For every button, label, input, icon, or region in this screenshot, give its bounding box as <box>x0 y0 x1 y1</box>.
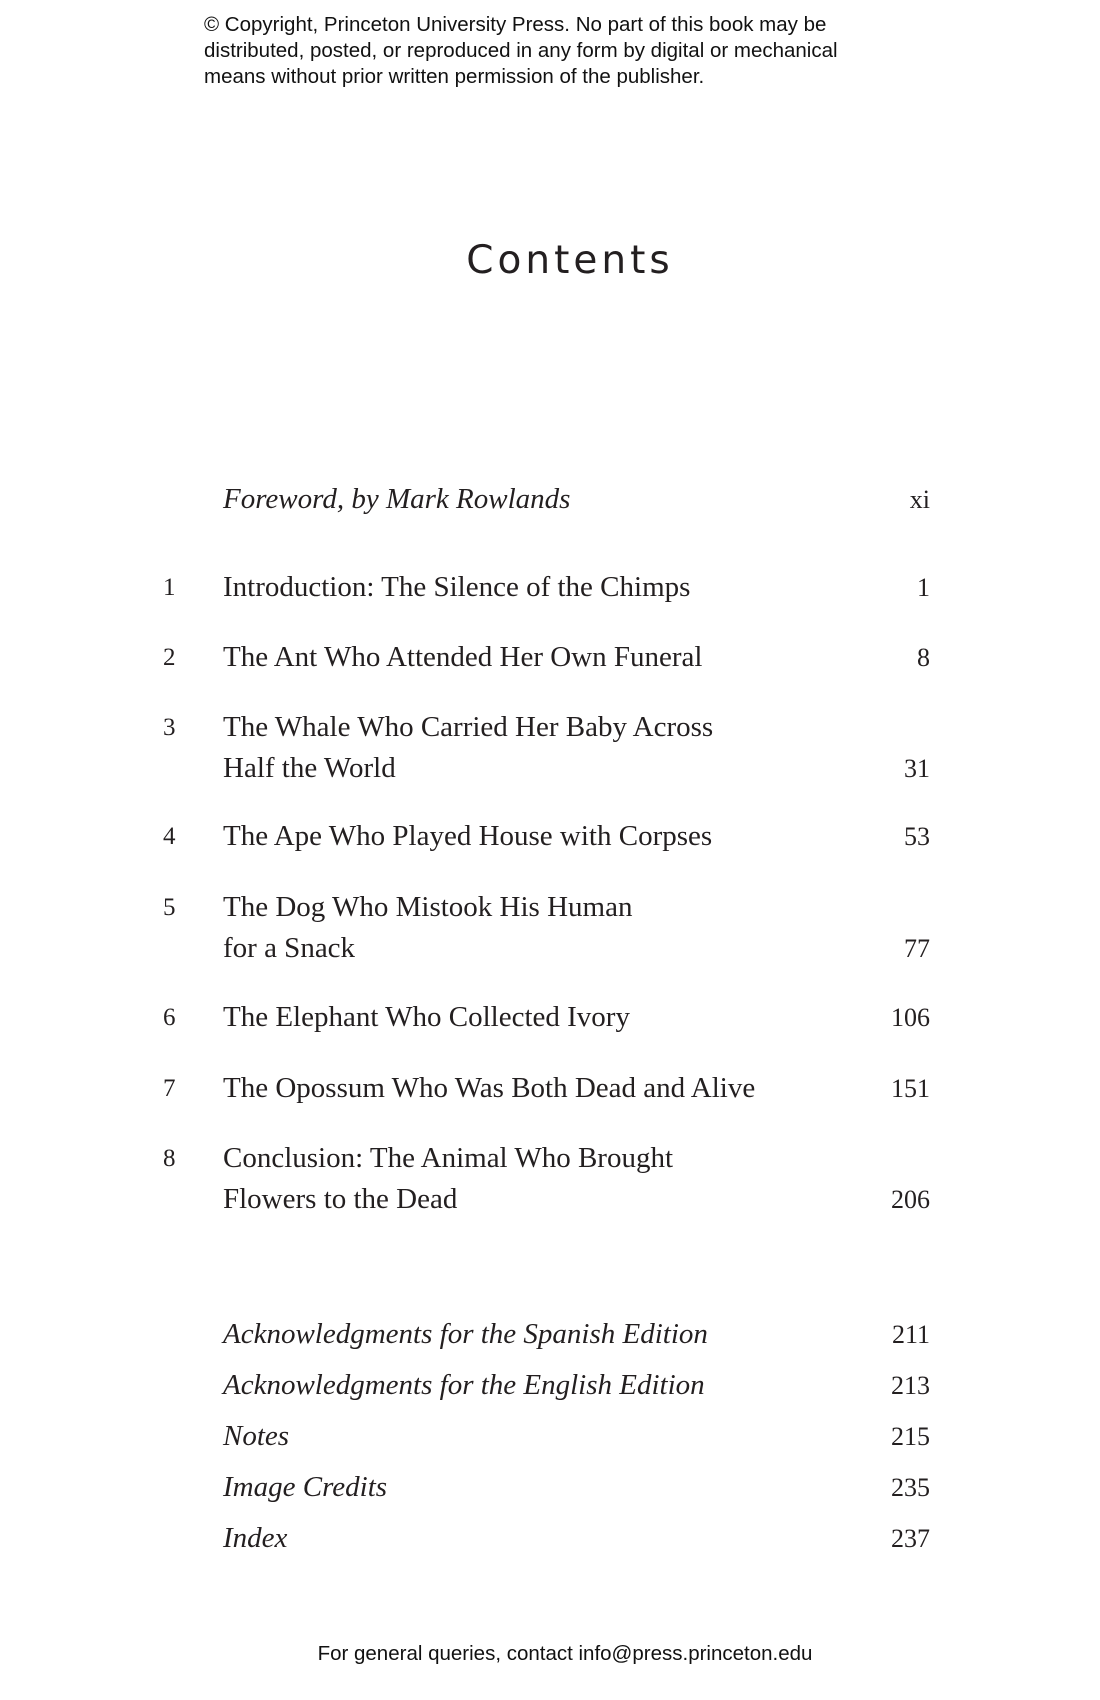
toc-entry-chapter-4[interactable] <box>150 816 930 857</box>
chapter-number: 8 <box>163 1145 176 1172</box>
toc-entry-title: The Ant Who Attended Her Own Funeral <box>223 641 703 673</box>
toc-entry-page: 215 <box>891 1422 930 1451</box>
toc-entry-title: Conclusion: The Animal Who Brought Flowers to the Dead <box>223 1142 674 1215</box>
toc-entry-page: 211 <box>891 1320 930 1349</box>
toc-entry-title: The Elephant Who Collected Ivory <box>223 1001 630 1033</box>
toc-entry-title: Acknowledgments for the Spanish Edition <box>223 1318 708 1350</box>
toc-entry-title: Image Credits <box>223 1471 388 1503</box>
toc-entry-page: 8 <box>917 643 930 672</box>
toc-entry-chapter-5[interactable] <box>150 887 930 969</box>
copyright-line: © Copyright, Princeton University Press. No part of this book may be <box>204 13 827 36</box>
toc-entry-title: The Dog Who Mistook His Human for a Snack <box>223 891 633 964</box>
toc-entry-page: 1 <box>917 573 930 602</box>
toc-entry-page: xi <box>909 485 930 514</box>
toc-entry-foreword[interactable] <box>150 479 930 520</box>
chapter-number: 5 <box>163 894 176 921</box>
toc-entry-page: 235 <box>891 1473 930 1502</box>
toc-entry-chapter-6[interactable] <box>150 997 930 1038</box>
copyright-line: means without prior written permission of the publisher. <box>204 65 705 88</box>
toc-entry-title: Introduction: The Silence of the Chimps <box>223 571 691 603</box>
toc-entry-chapter-1[interactable] <box>150 567 930 608</box>
toc-entry-title: Index <box>223 1522 288 1554</box>
toc-entry-index[interactable] <box>150 1518 930 1559</box>
toc-entry-page: 206 <box>891 1185 930 1214</box>
toc-entry-title: Notes <box>223 1420 290 1452</box>
toc-entry-title: The Opossum Who Was Both Dead and Alive <box>223 1072 756 1104</box>
toc-entry-title: Acknowledgments for the English Edition <box>223 1369 705 1401</box>
toc-entry-chapter-2[interactable] <box>150 637 930 678</box>
toc-entry-chapter-8[interactable] <box>150 1138 930 1220</box>
toc-entry-page: 106 <box>891 1003 930 1032</box>
toc-entry-page: 77 <box>904 934 930 963</box>
chapter-number: 3 <box>163 714 176 741</box>
toc-entry-title: The Ape Who Played House with Corpses <box>223 820 713 852</box>
toc-entry-page: 53 <box>904 822 930 851</box>
footer-contact: For general queries, contact info@press.princeton.edu <box>317 1642 813 1665</box>
toc-entry-title: Foreword, by Mark Rowlands <box>223 483 571 515</box>
page-title: Contents <box>466 238 674 283</box>
chapter-number: 7 <box>163 1075 176 1102</box>
chapter-number: 2 <box>163 644 176 671</box>
toc-entry-title: The Whale Who Carried Her Baby Across Half the World <box>223 711 714 784</box>
chapter-number: 4 <box>163 823 176 850</box>
toc-entry-chapter-7[interactable] <box>150 1068 930 1109</box>
toc-entry-page: 31 <box>904 754 930 783</box>
copyright-line: distributed, posted, or reproduced in any form by digital or mechanical <box>204 39 838 62</box>
toc-entry-page: 213 <box>891 1371 930 1400</box>
chapter-number: 1 <box>163 574 176 601</box>
toc-entry-image-credits[interactable] <box>150 1467 930 1508</box>
toc-entry-acknowledgments-english[interactable] <box>150 1365 930 1406</box>
toc-entry-chapter-3[interactable] <box>150 707 930 789</box>
toc-entry-notes[interactable] <box>150 1416 930 1457</box>
toc-entry-page: 237 <box>891 1524 930 1553</box>
chapter-number: 6 <box>163 1004 176 1031</box>
toc-entry-page: 151 <box>891 1074 930 1103</box>
toc-entry-acknowledgments-spanish[interactable] <box>150 1314 930 1355</box>
